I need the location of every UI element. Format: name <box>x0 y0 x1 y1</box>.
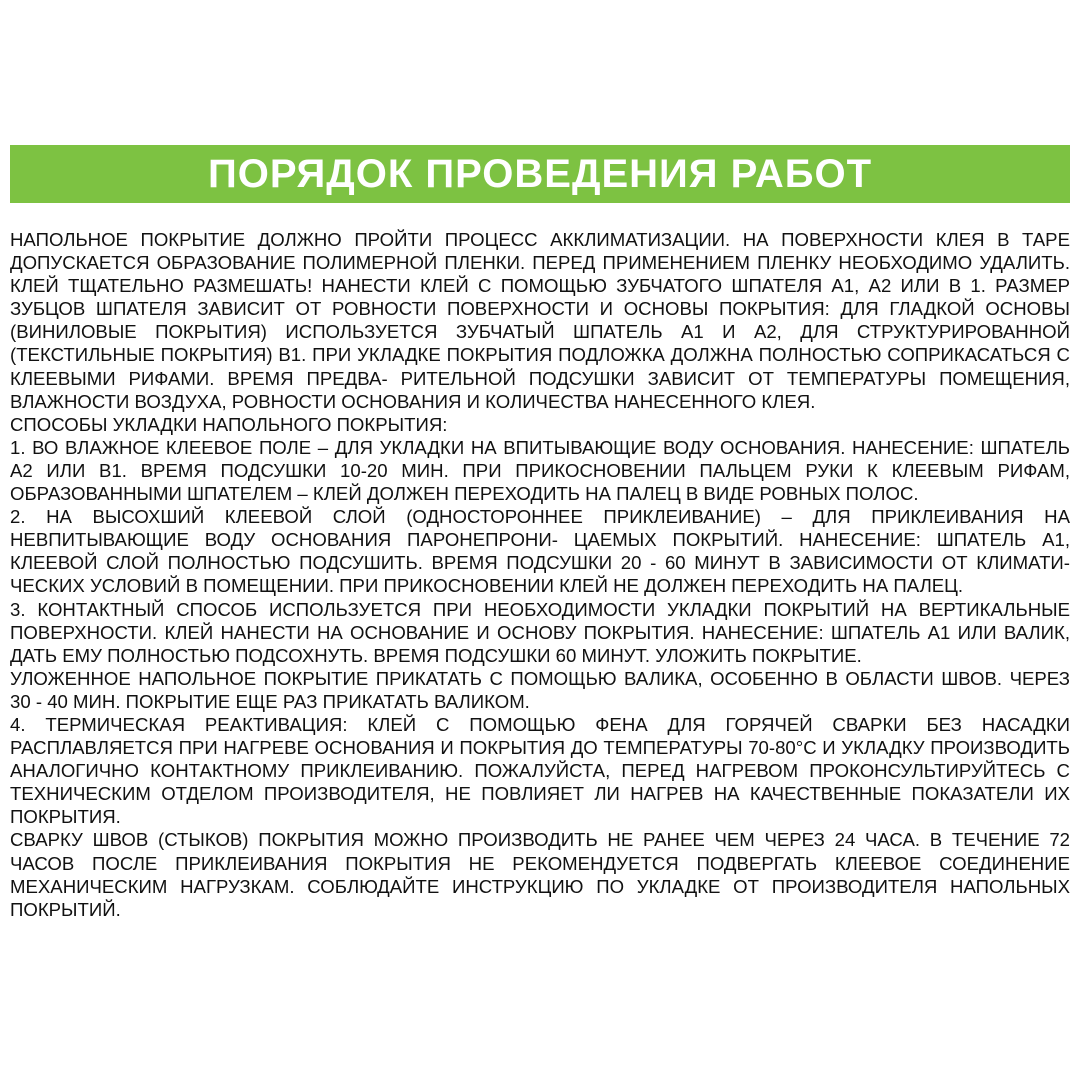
paragraph-method-3: 3. КОНТАКТНЫЙ СПОСОБ ИСПОЛЬЗУЕТСЯ ПРИ НЕОБХОДИМОСТИ УКЛАДКИ ПОКРЫТИЙ НА ВЕРТИКАЛЬНЫЕ ПОВЕРХНОСТИ. КЛЕЙ НАНЕСТИ НА ОСНОВАНИЕ И ОСНОВУ ПОКРЫТИЯ. НАНЕСЕНИЕ: ШПАТЕЛЬ А1 ИЛИ ВАЛИК, ДАТЬ ЕМУ ПОЛНОСТЬЮ ПОДСОХНУТЬ. ВРЕМЯ ПОДСУШКИ 60 МИНУТ. УЛОЖИТЬ ПОКРЫТИЕ. <box>10 598 1070 666</box>
paragraph-rolling: УЛОЖЕННОЕ НАПОЛЬНОЕ ПОКРЫТИЕ ПРИКАТАТЬ С ПОМОЩЬЮ ВАЛИКА, ОСОБЕННО В ОБЛАСТИ ШВОВ. ЧЕРЕЗ 30 - 40 МИН. ПОКРЫТИЕ ЕЩЕ РАЗ ПРИКАТАТЬ ВАЛИКОМ. <box>10 667 1070 712</box>
paragraph-acclimatization: НАПОЛЬНОЕ ПОКРЫТИЕ ДОЛЖНО ПРОЙТИ ПРОЦЕСС АККЛИМАТИЗАЦИИ. НА ПОВЕРХНОСТИ КЛЕЯ В ТАРЕ ДОПУСКАЕТСЯ ОБРАЗОВАНИЕ ПОЛИМЕРНОЙ ПЛЕНКИ. ПЕРЕД ПРИМЕНЕНИЕМ ПЛЕНКУ НЕОБХОДИМО УДАЛИТЬ. КЛЕЙ ТЩАТЕЛЬНО РАЗМЕШАТЬ! НАНЕСТИ КЛЕЙ С ПОМОЩЬЮ ЗУБЧАТОГО ШПАТЕЛЯ А1, А2 ИЛИ В 1. РАЗМЕР ЗУБЦОВ ШПАТЕЛЯ ЗАВИСИТ ОТ РОВНОСТИ ПОВЕРХНОСТИ И ОСНОВЫ ПОКРЫТИЯ: ДЛЯ ГЛАДКОЙ ОСНОВЫ (ВИНИЛОВЫЕ ПОКРЫТИЯ) ИСПОЛЬЗУЕТСЯ ЗУБЧАТЫЙ ШПАТЕЛЬ А1 И А2, ДЛЯ СТРУКТУРИРОВАННОЙ (ТЕКСТИЛЬНЫЕ ПОКРЫТИЯ) В1. ПРИ УКЛАДКЕ ПОКРЫТИЯ ПОДЛОЖКА ДОЛЖНА ПОЛНОСТЬЮ СОПРИКАСАТЬСЯ С КЛЕЕВЫМИ РИФАМИ. ВРЕМЯ ПРЕДВА- РИТЕЛЬНОЙ ПОДСУШКИ ЗАВИСИТ ОТ ТЕМПЕРАТУРЫ ПОМЕЩЕНИЯ, ВЛАЖНОСТИ ВОЗДУХА, РОВНОСТИ ОСНОВАНИЯ И КОЛИЧЕСТВА НАНЕСЕННОГО КЛЕЯ. <box>10 229 1070 412</box>
paragraph-seam-welding: СВАРКУ ШВОВ (СТЫКОВ) ПОКРЫТИЯ МОЖНО ПРОИЗВОДИТЬ НЕ РАНЕЕ ЧЕМ ЧЕРЕЗ 24 ЧАСА. В ТЕЧЕНИЕ 72 ЧАСОВ ПОСЛЕ ПРИКЛЕИВАНИЯ ПОКРЫТИЯ НЕ РЕКОМЕНДУЕТСЯ ПОДВЕРГАТЬ КЛЕЕВОЕ СОЕДИНЕНИЕ МЕХАНИЧЕСКИМ НАГРУЗКАМ. СОБЛЮДАЙТЕ ИНСТРУКЦИЮ ПО УКЛАДКЕ ОТ ПРОИЗВОДИТЕЛЯ НАПОЛЬНЫХ ПОКРЫТИЙ. <box>10 829 1070 920</box>
paragraph-methods-heading: СПОСОБЫ УКЛАДКИ НАПОЛЬНОГО ПОКРЫТИЯ: <box>10 413 448 435</box>
paragraph-method-4: 4. ТЕРМИЧЕСКАЯ РЕАКТИВАЦИЯ: КЛЕЙ С ПОМОЩЬЮ ФЕНА ДЛЯ ГОРЯЧЕЙ СВАРКИ БЕЗ НАСАДКИ РАСПЛАВЛЯЕТСЯ ПРИ НАГРЕВЕ ОСНОВАНИЯ И ПОКРЫТИЯ ДО ТЕМПЕРАТУРЫ 70-80°С И УКЛАДКУ ПРОИЗВОДИТЬ АНАЛОГИЧНО КОНТАКТНОМУ ПРИКЛЕИВАНИЮ. ПОЖАЛУЙСТА, ПЕРЕД НАГРЕВОМ ПРОКОНСУЛЬТИРУЙТЕСЬ С ТЕХНИЧЕСКИМ ОТДЕЛОМ ПРОИЗВОДИТЕЛЯ, НЕ ПОВЛИЯЕТ ЛИ НАГРЕВ НА КАЧЕСТВЕННЫЕ ПОКАЗАТЕЛИ ИХ ПОКРЫТИЯ. <box>10 713 1070 828</box>
paragraph-method-1: 1. ВО ВЛАЖНОЕ КЛЕЕВОЕ ПОЛЕ – ДЛЯ УКЛАДКИ НА ВПИТЫВАЮЩИЕ ВОДУ ОСНОВАНИЯ. НАНЕСЕНИЕ: ШПАТЕЛЬ А2 ИЛИ В1. ВРЕМЯ ПОДСУШКИ 10-20 МИН. ПРИ ПРИКОСНОВЕНИИ ПАЛЬЦЕМ РУКИ К КЛЕЕВЫМ РИФАМ, ОБРАЗОВАННЫМИ ШПАТЕЛЕМ – КЛЕЙ ДОЛЖЕН ПЕРЕХОДИТЬ НА ПАЛЕЦ В ВИДЕ РОВНЫХ ПОЛОС. <box>10 436 1070 505</box>
instructions-body <box>10 228 1070 921</box>
page-title: ПОРЯДОК ПРОВЕДЕНИЯ РАБОТ <box>207 152 873 196</box>
title-banner <box>10 145 1070 203</box>
paragraph-method-2: 2. НА ВЫСОХШИЙ КЛЕЕВОЙ СЛОЙ (ОДНОСТОРОННЕЕ ПРИКЛЕИВАНИЕ) – ДЛЯ ПРИКЛЕИВАНИЯ НА НЕВПИТЫВАЮЩИЕ ВОДУ ОСНОВАНИЯ ПАРОНЕПРОНИ- ЦАЕМЫХ ПОКРЫТИЙ. НАНЕСЕНИЕ: ШПАТЕЛЬ А1, КЛЕЕВОЙ СЛОЙ ПОЛНОСТЬЮ ПОДСУШИТЬ. ВРЕМЯ ПОДСУШКИ 20 - 60 МИНУТ В ЗАВИСИМОСТИ ОТ КЛИМАТИ- ЧЕСКИХ УСЛОВИЙ В ПОМЕЩЕНИИ. ПРИ ПРИКОСНОВЕНИИ КЛЕЙ НЕ ДОЛЖЕН ПЕРЕХОДИТЬ НА ПАЛЕЦ. <box>10 506 1070 597</box>
